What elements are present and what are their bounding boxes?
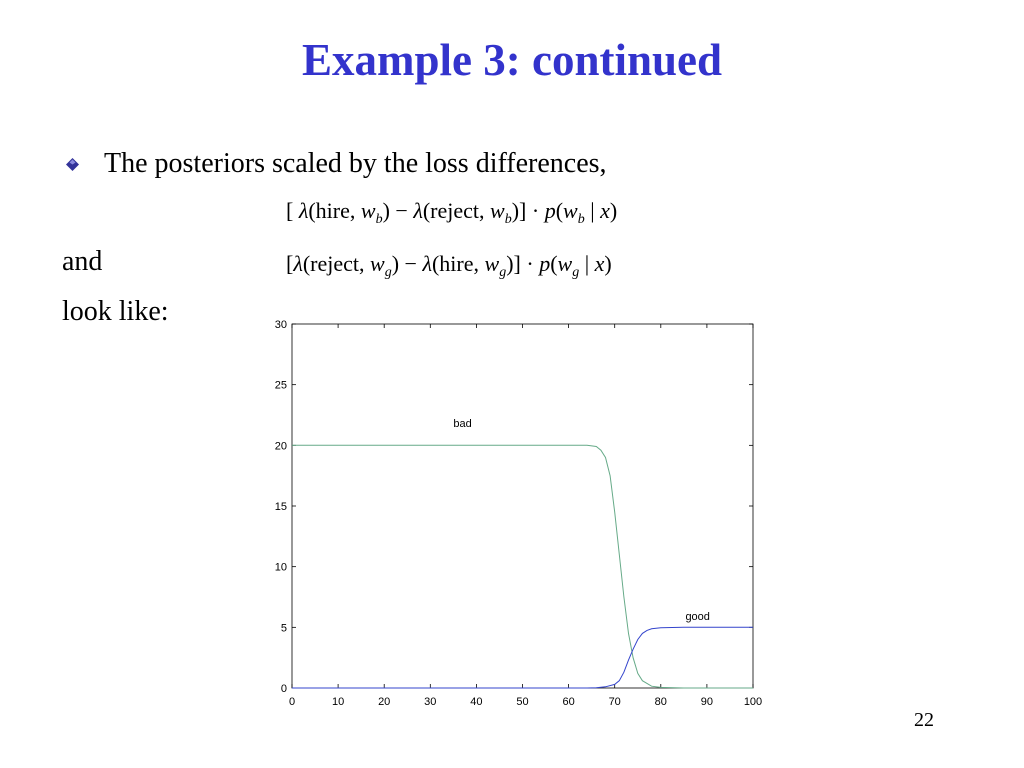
x-tick-label: 100	[743, 696, 763, 708]
series-label-bad: bad	[453, 418, 472, 431]
bullet-text: The posteriors scaled by the loss differences,	[104, 148, 607, 179]
y-tick-label: 20	[274, 440, 287, 453]
x-tick-label: 20	[378, 696, 391, 708]
page-number: 22	[914, 709, 934, 731]
and-label: and	[62, 246, 103, 277]
formula-bad: [ λ(hire, $w_b$) − λ(reject, $w_b)] \cdot p(w_b$ | x)	[286, 198, 618, 227]
look-like-label: look like:	[62, 296, 169, 327]
x-tick-label: 50	[516, 696, 529, 708]
y-tick-label: 5	[280, 622, 287, 635]
x-tick-label: 10	[331, 696, 345, 708]
series-label-good: good	[685, 611, 710, 624]
series-line-bad	[292, 445, 753, 688]
posterior-chart	[262, 314, 772, 714]
diamond-bullet-icon	[66, 158, 79, 171]
plot-frame	[292, 324, 753, 688]
x-tick-label: 90	[700, 696, 714, 708]
x-tick-label: 30	[424, 696, 437, 708]
y-tick-label: 0	[280, 683, 287, 695]
x-tick-label: 70	[608, 696, 621, 708]
x-tick-label: 60	[562, 696, 575, 708]
x-tick-label: 80	[654, 696, 667, 708]
y-tick-label: 30	[274, 319, 287, 331]
formula-good: [λ(reject, $w_g$) − λ(hire, $w_g)] \cdot p(w_g$ | x)	[286, 251, 612, 280]
y-tick-label: 25	[274, 379, 287, 392]
y-tick-label: 10	[274, 561, 287, 574]
x-tick-label: 0	[288, 696, 296, 708]
x-tick-label: 40	[470, 696, 483, 708]
y-tick-label: 15	[274, 501, 287, 513]
series-line-good	[292, 627, 753, 688]
slide-title: Example 3: continued	[301, 35, 723, 85]
